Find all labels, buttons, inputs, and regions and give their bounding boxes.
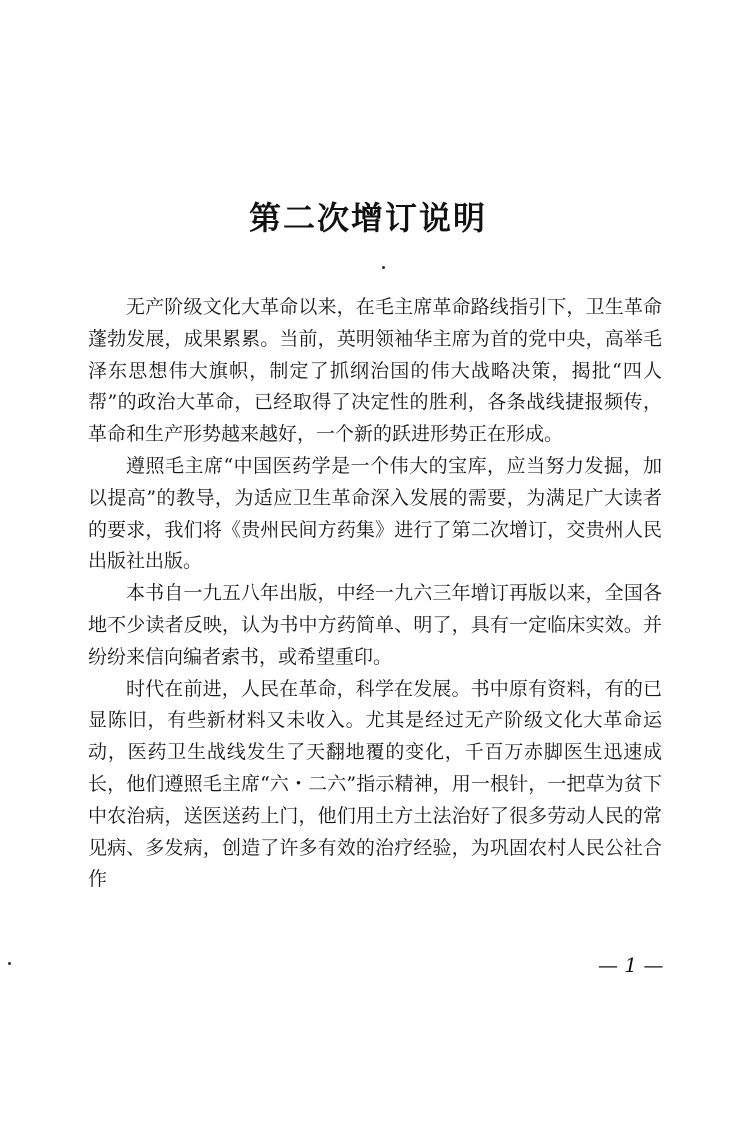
scan-speck xyxy=(8,962,11,965)
page-title: 第二次增订说明 xyxy=(248,199,487,237)
scan-speck xyxy=(382,266,385,269)
paragraph-3: 本书自一九五八年出版，中经一九六三年增订再版以来，全国各地不少读者反映，认为书中方药简单、明了，具有一定临床实效。并纷纷来信向编者索书，或希望重印。 xyxy=(88,582,662,668)
paragraph-4: 时代在前进，人民在革命，科学在发展。书中原有资料，有的已显陈旧，有些新材料又未收入。尤其是经过无产阶级文化大革命运动，医药卫生战线发生了天翻地覆的变化，千百万赤脚医生迅速成长，他们遵照毛主席“六・二六”指示精神，用一根针，一把草为贫下中农治病，送医送药上门，他们用土方土法治好了很多劳动人民的常见病、多发病，创造了许多有效的治疗经验，为巩固农村人民公社合作 xyxy=(88,677,662,891)
page-number: — 1 — xyxy=(598,953,664,977)
paragraph-2: 遵照毛主席“中国医药学是一个伟大的宝库，应当努力发掘，加以提高”的教导，为适应卫生革命深入发展的需要，为满足广大读者的要求，我们将《贵州民间方药集》进行了第二次增订，交贵州人民出版社出版。 xyxy=(88,454,662,573)
body-text xyxy=(88,292,662,896)
paragraph-1: 无产阶级文化大革命以来，在毛主席革命路线指引下，卫生革命蓬勃发展，成果累累。当前，英明领袖华主席为首的党中央，高举毛泽东思想伟大旗帜，制定了抓纲治国的伟大战略决策，揭批“四人帮”的政治大革命，已经取得了决定性的胜利，各条战线捷报频传，革命和生产形势越来越好，一个新的跃进形势正在形成。 xyxy=(88,296,662,446)
